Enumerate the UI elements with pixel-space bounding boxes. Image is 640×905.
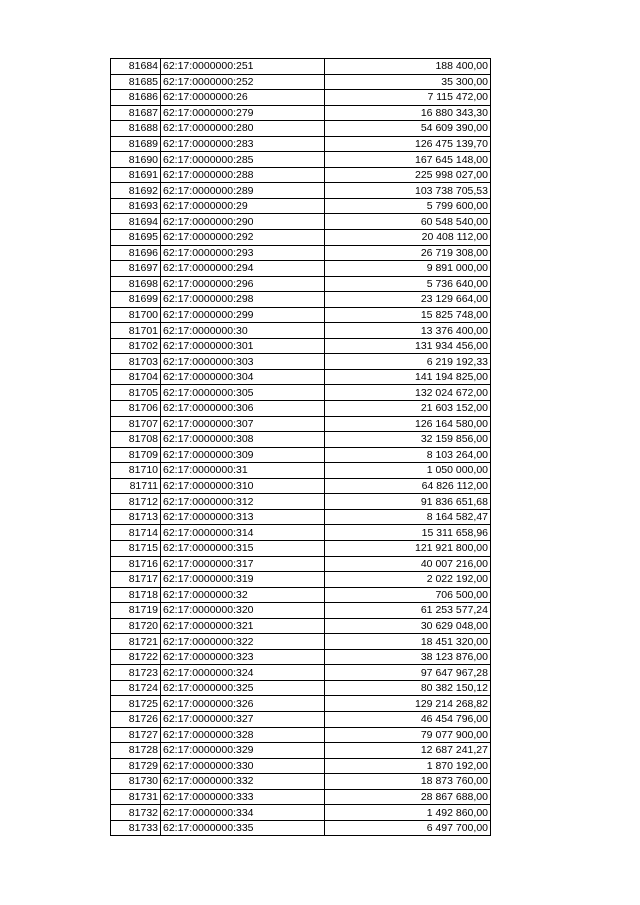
cadastral-number-cell: 62:17:0000000:31 [161,463,325,479]
value-cell: 18 451 320,00 [325,634,491,650]
cadastral-number-cell: 62:17:0000000:321 [161,618,325,634]
row-number-cell: 81721 [111,634,161,650]
row-number-cell: 81704 [111,369,161,385]
cadastral-number-cell: 62:17:0000000:280 [161,121,325,137]
value-cell: 61 253 577,24 [325,603,491,619]
cadastral-number-cell: 62:17:0000000:26 [161,90,325,106]
row-number-cell: 81713 [111,509,161,525]
table-row [111,494,491,510]
cadastral-number-cell: 62:17:0000000:292 [161,230,325,246]
cadastral-number-cell: 62:17:0000000:322 [161,634,325,650]
row-number-cell: 81710 [111,463,161,479]
row-number-cell: 81699 [111,292,161,308]
row-number-cell: 81724 [111,680,161,696]
cadastral-number-cell: 62:17:0000000:306 [161,401,325,417]
row-number-cell: 81691 [111,167,161,183]
table-row [111,696,491,712]
value-cell: 7 115 472,00 [325,90,491,106]
value-cell: 8 103 264,00 [325,447,491,463]
value-cell: 46 454 796,00 [325,711,491,727]
table-row [111,183,491,199]
value-cell: 38 123 876,00 [325,649,491,665]
cadastral-number-cell: 62:17:0000000:32 [161,587,325,603]
cadastral-number-cell: 62:17:0000000:310 [161,478,325,494]
cadastral-number-cell: 62:17:0000000:29 [161,198,325,214]
table-row [111,152,491,168]
cadastral-number-cell: 62:17:0000000:323 [161,649,325,665]
cadastral-number-cell: 62:17:0000000:317 [161,556,325,572]
value-cell: 6 219 192,33 [325,354,491,370]
value-cell: 15 311 658,96 [325,525,491,541]
cadastral-number-cell: 62:17:0000000:298 [161,292,325,308]
table-body [111,59,491,836]
table-row [111,338,491,354]
value-cell: 126 164 580,00 [325,416,491,432]
cadastral-number-cell: 62:17:0000000:326 [161,696,325,712]
table-row [111,649,491,665]
table-row [111,121,491,137]
table-row [111,447,491,463]
cadastral-number-cell: 62:17:0000000:305 [161,385,325,401]
table-row [111,525,491,541]
value-cell: 91 836 651,68 [325,494,491,510]
table-row [111,261,491,277]
row-number-cell: 81718 [111,587,161,603]
value-cell: 15 825 748,00 [325,307,491,323]
row-number-cell: 81685 [111,74,161,90]
table-row [111,354,491,370]
value-cell: 188 400,00 [325,59,491,75]
table-row [111,820,491,836]
row-number-cell: 81716 [111,556,161,572]
cadastral-number-cell: 62:17:0000000:308 [161,432,325,448]
value-cell: 28 867 688,00 [325,789,491,805]
value-cell: 80 382 150,12 [325,680,491,696]
row-number-cell: 81687 [111,105,161,121]
value-cell: 26 719 308,00 [325,245,491,261]
table-row [111,587,491,603]
cadastral-number-cell: 62:17:0000000:333 [161,789,325,805]
value-cell: 1 050 000,00 [325,463,491,479]
table-row [111,416,491,432]
cadastral-number-cell: 62:17:0000000:290 [161,214,325,230]
cadastral-number-cell: 62:17:0000000:319 [161,572,325,588]
cadastral-number-cell: 62:17:0000000:303 [161,354,325,370]
cadastral-number-cell: 62:17:0000000:293 [161,245,325,261]
value-cell: 2 022 192,00 [325,572,491,588]
row-number-cell: 81719 [111,603,161,619]
value-cell: 12 687 241,27 [325,743,491,759]
cadastral-number-cell: 62:17:0000000:301 [161,338,325,354]
table-row [111,463,491,479]
table-row [111,572,491,588]
row-number-cell: 81723 [111,665,161,681]
row-number-cell: 81727 [111,727,161,743]
table-row [111,198,491,214]
value-cell: 141 194 825,00 [325,369,491,385]
cadastral-number-cell: 62:17:0000000:285 [161,152,325,168]
cadastral-number-cell: 62:17:0000000:294 [161,261,325,277]
value-cell: 79 077 900,00 [325,727,491,743]
table-row [111,307,491,323]
row-number-cell: 81688 [111,121,161,137]
row-number-cell: 81732 [111,805,161,821]
value-cell: 20 408 112,00 [325,230,491,246]
row-number-cell: 81707 [111,416,161,432]
table-row [111,323,491,339]
value-cell: 21 603 152,00 [325,401,491,417]
table-row [111,634,491,650]
row-number-cell: 81693 [111,198,161,214]
value-cell: 121 921 800,00 [325,540,491,556]
row-number-cell: 81722 [111,649,161,665]
value-cell: 16 880 343,30 [325,105,491,121]
value-cell: 167 645 148,00 [325,152,491,168]
cadastral-number-cell: 62:17:0000000:313 [161,509,325,525]
value-cell: 23 129 664,00 [325,292,491,308]
cadastral-number-cell: 62:17:0000000:288 [161,167,325,183]
value-cell: 126 475 139,70 [325,136,491,152]
cadastral-number-cell: 62:17:0000000:329 [161,743,325,759]
cadastral-number-cell: 62:17:0000000:307 [161,416,325,432]
table-row [111,90,491,106]
row-number-cell: 81706 [111,401,161,417]
value-cell: 54 609 390,00 [325,121,491,137]
value-cell: 64 826 112,00 [325,478,491,494]
value-cell: 1 492 860,00 [325,805,491,821]
row-number-cell: 81686 [111,90,161,106]
cadastral-number-cell: 62:17:0000000:299 [161,307,325,323]
value-cell: 103 738 705,53 [325,183,491,199]
row-number-cell: 81726 [111,711,161,727]
value-cell: 1 870 192,00 [325,758,491,774]
table-row [111,789,491,805]
cadastral-number-cell: 62:17:0000000:30 [161,323,325,339]
table-row [111,369,491,385]
table-row [111,401,491,417]
cadastral-number-cell: 62:17:0000000:304 [161,369,325,385]
table-row [111,432,491,448]
row-number-cell: 81725 [111,696,161,712]
cadastral-number-cell: 62:17:0000000:334 [161,805,325,821]
table-row [111,276,491,292]
table-row [111,603,491,619]
value-cell: 40 007 216,00 [325,556,491,572]
table-row [111,214,491,230]
table-row [111,665,491,681]
row-number-cell: 81694 [111,214,161,230]
table-row [111,680,491,696]
row-number-cell: 81730 [111,774,161,790]
cadastral-number-cell: 62:17:0000000:324 [161,665,325,681]
value-cell: 32 159 856,00 [325,432,491,448]
table-row [111,618,491,634]
value-cell: 706 500,00 [325,587,491,603]
row-number-cell: 81690 [111,152,161,168]
row-number-cell: 81717 [111,572,161,588]
table-row [111,758,491,774]
table-row [111,509,491,525]
cadastral-value-table [110,58,491,836]
row-number-cell: 81729 [111,758,161,774]
row-number-cell: 81712 [111,494,161,510]
row-number-cell: 81700 [111,307,161,323]
table-row [111,478,491,494]
cadastral-number-cell: 62:17:0000000:315 [161,540,325,556]
row-number-cell: 81733 [111,820,161,836]
cadastral-number-cell: 62:17:0000000:330 [161,758,325,774]
table-row [111,805,491,821]
value-cell: 5 799 600,00 [325,198,491,214]
value-cell: 18 873 760,00 [325,774,491,790]
row-number-cell: 81689 [111,136,161,152]
cadastral-number-cell: 62:17:0000000:335 [161,820,325,836]
cadastral-number-cell: 62:17:0000000:309 [161,447,325,463]
table-row [111,540,491,556]
row-number-cell: 81702 [111,338,161,354]
cadastral-number-cell: 62:17:0000000:289 [161,183,325,199]
value-cell: 13 376 400,00 [325,323,491,339]
value-cell: 60 548 540,00 [325,214,491,230]
value-cell: 5 736 640,00 [325,276,491,292]
row-number-cell: 81714 [111,525,161,541]
table-row [111,556,491,572]
value-cell: 225 998 027,00 [325,167,491,183]
cadastral-number-cell: 62:17:0000000:283 [161,136,325,152]
table-row [111,385,491,401]
row-number-cell: 81731 [111,789,161,805]
cadastral-number-cell: 62:17:0000000:279 [161,105,325,121]
cadastral-number-cell: 62:17:0000000:332 [161,774,325,790]
row-number-cell: 81695 [111,230,161,246]
table-row [111,167,491,183]
value-cell: 131 934 456,00 [325,338,491,354]
value-cell: 9 891 000,00 [325,261,491,277]
row-number-cell: 81728 [111,743,161,759]
cadastral-number-cell: 62:17:0000000:320 [161,603,325,619]
row-number-cell: 81715 [111,540,161,556]
table-row [111,136,491,152]
cadastral-number-cell: 62:17:0000000:314 [161,525,325,541]
row-number-cell: 81692 [111,183,161,199]
table-row [111,743,491,759]
table-row [111,711,491,727]
row-number-cell: 81698 [111,276,161,292]
value-cell: 129 214 268,82 [325,696,491,712]
cadastral-number-cell: 62:17:0000000:325 [161,680,325,696]
value-cell: 8 164 582,47 [325,509,491,525]
row-number-cell: 81701 [111,323,161,339]
table-row [111,774,491,790]
table-row [111,105,491,121]
cadastral-number-cell: 62:17:0000000:328 [161,727,325,743]
value-cell: 35 300,00 [325,74,491,90]
row-number-cell: 81711 [111,478,161,494]
value-cell: 97 647 967,28 [325,665,491,681]
row-number-cell: 81703 [111,354,161,370]
row-number-cell: 81708 [111,432,161,448]
table-row [111,74,491,90]
table-row [111,292,491,308]
cadastral-number-cell: 62:17:0000000:327 [161,711,325,727]
value-cell: 132 024 672,00 [325,385,491,401]
cadastral-number-cell: 62:17:0000000:312 [161,494,325,510]
cadastral-number-cell: 62:17:0000000:252 [161,74,325,90]
table-row [111,245,491,261]
value-cell: 6 497 700,00 [325,820,491,836]
row-number-cell: 81709 [111,447,161,463]
row-number-cell: 81684 [111,59,161,75]
cadastral-number-cell: 62:17:0000000:251 [161,59,325,75]
row-number-cell: 81697 [111,261,161,277]
table-row [111,727,491,743]
row-number-cell: 81696 [111,245,161,261]
table-row [111,59,491,75]
cadastral-number-cell: 62:17:0000000:296 [161,276,325,292]
table-row [111,230,491,246]
row-number-cell: 81705 [111,385,161,401]
row-number-cell: 81720 [111,618,161,634]
value-cell: 30 629 048,00 [325,618,491,634]
